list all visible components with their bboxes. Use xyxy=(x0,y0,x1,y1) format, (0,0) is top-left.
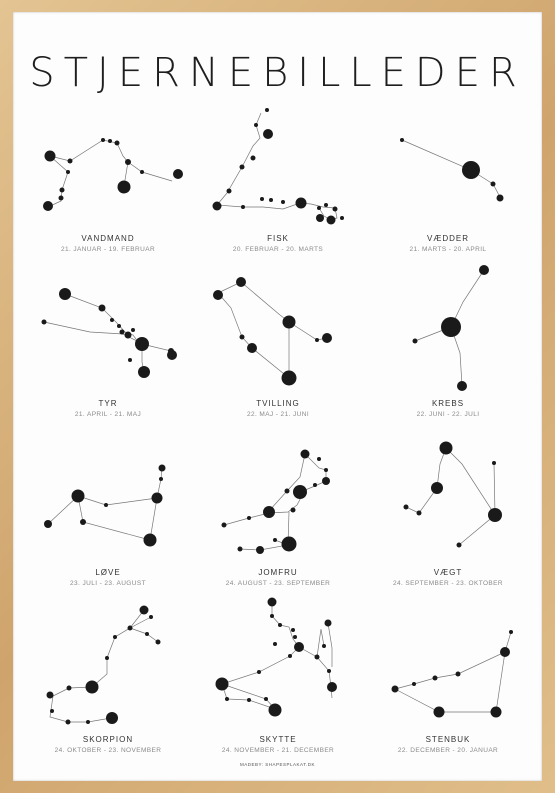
sign-dates: 21. MARTS - 20. APRIL xyxy=(409,246,487,253)
sign-label-vandmand xyxy=(23,234,193,253)
sign-name: LØVE xyxy=(95,568,121,577)
sign-name: VANDMAND xyxy=(81,234,135,243)
sign-dates: 20. FEBRUAR - 20. MARTS xyxy=(232,246,324,253)
sign-dates: 23. JULI - 23. AUGUST xyxy=(70,580,146,587)
sign-dates: 21. JANUAR - 19. FEBRUAR xyxy=(60,246,156,253)
sign-dates: 24. OKTOBER - 23. NOVEMBER xyxy=(54,747,162,754)
sign-label-vaedder xyxy=(363,234,533,253)
poster-title: STJERNEBILLEDER xyxy=(29,50,526,96)
sign-name: STENBUK xyxy=(425,735,471,744)
sign-dates: 24. NOVEMBER - 21. DECEMBER xyxy=(221,747,335,754)
sign-dates: 24. AUGUST - 23. SEPTEMBER xyxy=(225,580,331,587)
sign-dates: 22. JUNI - 22. JULI xyxy=(416,411,480,418)
sign-name: TYR xyxy=(98,399,118,408)
sign-label-tvilling xyxy=(193,399,363,418)
poster-paper xyxy=(13,12,542,781)
sign-label-skytte xyxy=(193,735,363,754)
sign-label-skorpion xyxy=(23,735,193,754)
sign-label-stenbuk xyxy=(363,735,533,754)
sign-dates: 22. DECEMBER - 20. JANUAR xyxy=(397,747,499,754)
sign-label-krebs xyxy=(363,399,533,418)
sign-label-jomfru xyxy=(193,568,363,587)
constellation-drawings xyxy=(13,12,542,781)
sign-name: FISK xyxy=(267,234,289,243)
sign-name: VÆGT xyxy=(433,568,463,577)
sign-label-fisk xyxy=(193,234,363,253)
sign-label-tyr xyxy=(23,399,193,418)
sign-label-loeve xyxy=(23,568,193,587)
sign-name: VÆDDER xyxy=(426,234,469,243)
sign-name: JOMFRU xyxy=(258,568,298,577)
sign-dates: 21. APRIL - 21. MAJ xyxy=(74,411,142,418)
sign-dates: 22. MAJ - 21. JUNI xyxy=(246,411,310,418)
sign-name: TVILLING xyxy=(256,399,300,408)
sign-label-vaegt xyxy=(363,568,533,587)
sign-name: SKYTTE xyxy=(259,735,297,744)
sign-dates: 24. SEPTEMBER - 23. OKTOBER xyxy=(392,580,504,587)
credit-text: MADEBY: SHAPESPLAKAT.DK xyxy=(240,762,315,767)
sign-name: KREBS xyxy=(431,399,465,408)
sign-name: SKORPION xyxy=(82,735,134,744)
